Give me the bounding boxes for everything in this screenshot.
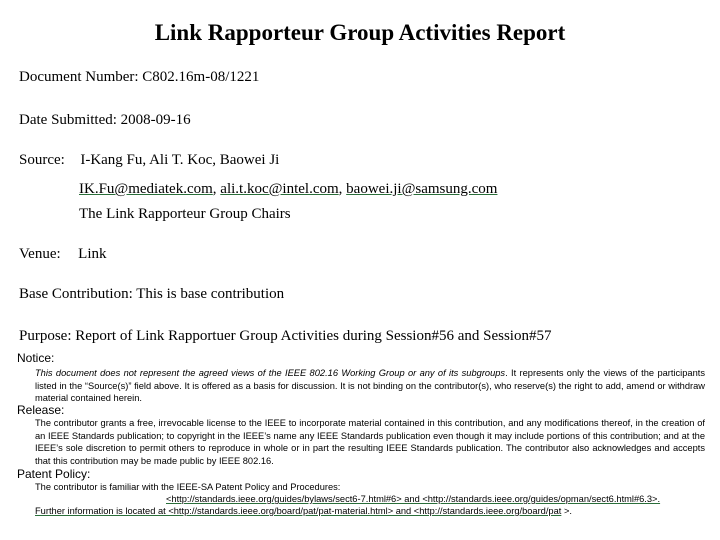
email-separator: , bbox=[212, 181, 221, 197]
email-link-ji[interactable]: baowei.ji@samsung.com bbox=[346, 181, 498, 197]
venue-line bbox=[19, 246, 107, 263]
venue-value: Link bbox=[78, 246, 107, 262]
patent-bylaws-link[interactable]: <http://standards.ieee.org/guides/bylaws/sect6-7.html#6> and <http://standards.ieee.org/guides/opman/sect6.html#6.3>. bbox=[166, 494, 661, 504]
patent-end: >. bbox=[561, 506, 572, 516]
patent-text: The contributor is familiar with the IEEE-SA Patent Policy and Procedures: bbox=[35, 482, 341, 492]
source-line bbox=[19, 152, 279, 169]
purpose: Purpose: Report of Link Rapportuer Group Activities during Session#56 and Session#57 bbox=[19, 328, 552, 344]
source-role: The Link Rapporteur Group Chairs bbox=[79, 206, 291, 222]
patent-material-link[interactable]: Further information is located at <http://standards.ieee.org/board/pat/pat-material.html> and <http://standards.ieee.org/board/pat bbox=[35, 506, 562, 516]
notice-rest: . It represents only the views of the participants listed in the “Source(s)” field above. It is offered as a basis for discussion. It is not binding on the contributor(s), who reserve(s) the right to add, amend or withdraw material contained herein. bbox=[35, 368, 705, 404]
page-title: Link Rapporteur Group Activities Report bbox=[154, 20, 566, 45]
venue-label: Venue: bbox=[19, 246, 61, 262]
notice-italic: This document does not represent the agreed views of the IEEE 802.16 Working Group or any of its subgroups bbox=[35, 368, 506, 378]
document-number: Document Number: C802.16m-08/1221 bbox=[19, 69, 260, 85]
patent-links bbox=[166, 494, 660, 504]
email-link-koc[interactable]: ali.t.koc@intel.com bbox=[220, 181, 339, 197]
source-emails bbox=[79, 181, 497, 198]
patent-further-info bbox=[35, 506, 572, 516]
email-link-fu[interactable]: IK.Fu@mediatek.com bbox=[79, 181, 213, 197]
notice-heading: Notice: bbox=[17, 351, 55, 365]
email-separator: , bbox=[338, 181, 347, 197]
notice-text bbox=[35, 367, 705, 405]
base-contribution: Base Contribution: This is base contribution bbox=[19, 286, 285, 302]
source-authors: I-Kang Fu, Ali T. Koc, Baowei Ji bbox=[80, 152, 280, 168]
release-text: The contributor grants a free, irrevocable license to the IEEE to incorporate material contained in this contribution, and any modifications thereof, in the creation of an IEEE Standards publication; to copyright in the IEEE’s name any IEEE Standards publication even though it may include portions of this contribution; and at the IEEE’s sole discretion to permit others to reproduce in whole or in part the resulting IEEE Standards publication. The contributor also acknowledges and accepts that this contribution may be made public by IEEE 802.16. bbox=[35, 418, 705, 466]
release-heading: Release: bbox=[17, 403, 65, 417]
date-submitted: Date Submitted: 2008-09-16 bbox=[19, 112, 191, 128]
patent-heading: Patent Policy: bbox=[17, 467, 91, 481]
source-label: Source: bbox=[19, 152, 65, 168]
